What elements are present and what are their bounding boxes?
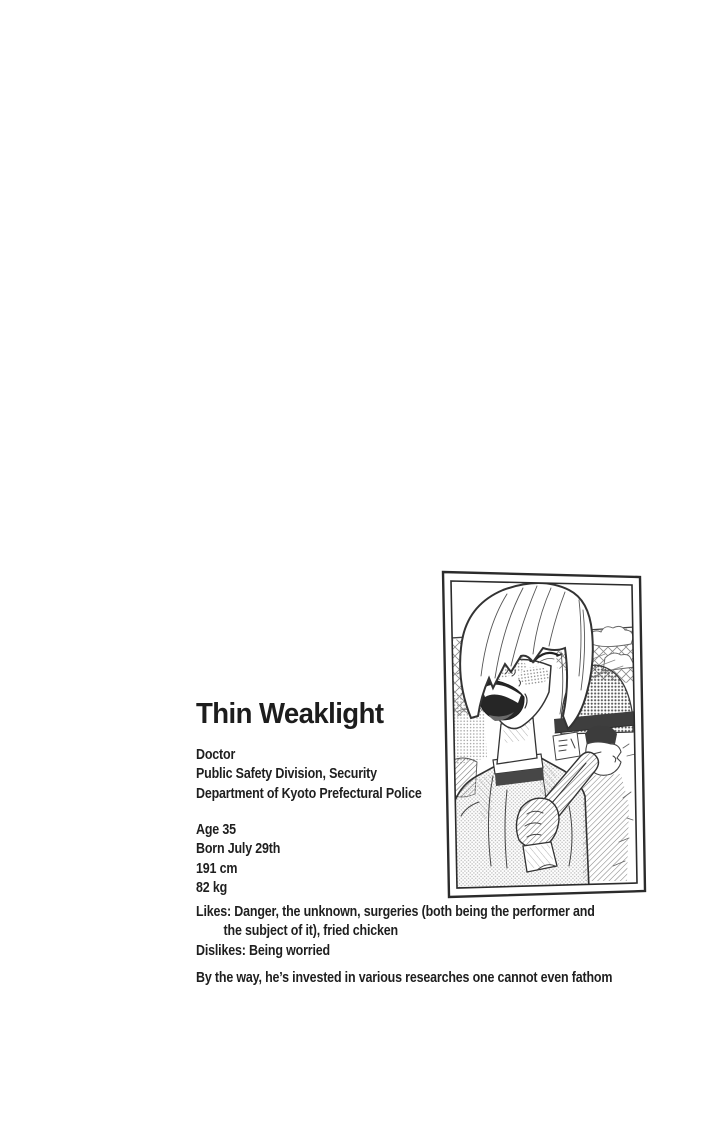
birthday: Born July 29th [196,841,281,858]
character-name: Thin Weaklight [196,698,384,730]
note-block [196,969,712,988]
affiliation-line-1: Public Safety Division, Security [196,766,377,783]
weight: 82 kg [196,879,228,896]
character-portrait-illustration [437,566,653,904]
likes-dislikes-block [196,903,712,961]
occupation: Doctor [196,747,236,763]
dislikes: Dislikes: Being worried [196,942,330,959]
affiliation-line-2: Department of Kyoto Prefectural Police [196,785,422,802]
trivia-note: By the way, he’s invested in various researches one cannot even fathom [196,970,613,986]
height: 191 cm [196,860,238,877]
likes-line-1: Likes: Danger, the unknown, surgeries (both being the performer and [196,904,595,920]
likes-line-2: the subject of it), fried chicken [223,923,399,940]
age: Age 35 [196,822,236,838]
